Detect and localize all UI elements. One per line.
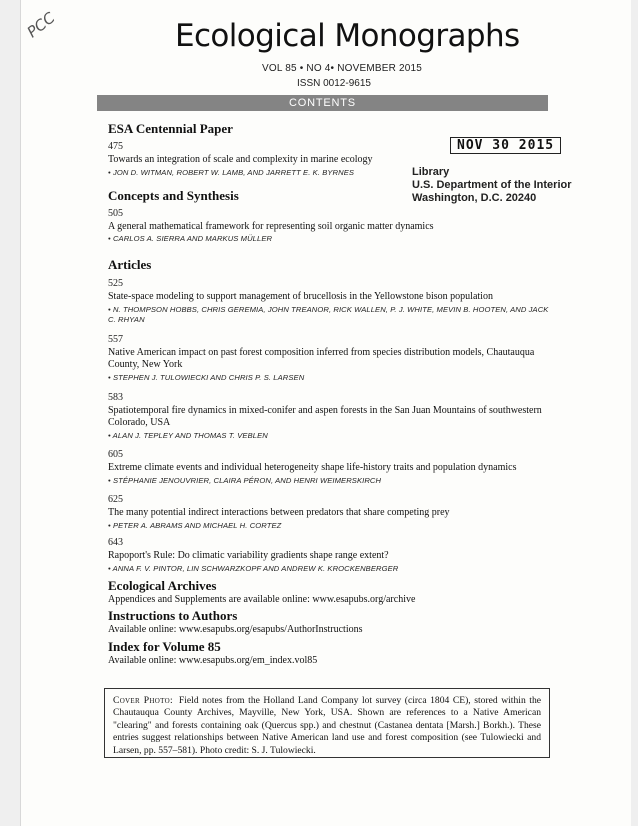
article-authors: • N. THOMPSON HOBBS, CHRIS GEREMIA, JOHN TREANOR, RICK WALLEN, P. J. WHITE, MEVIN B. HOOTEN, AND JACK C. RHYAN: [108, 305, 549, 324]
cover-photo-caption-box: [104, 688, 550, 758]
article-page-number: 505: [108, 208, 123, 219]
issn-line: ISSN 0012-9615: [297, 78, 371, 89]
section-heading-instructions: Instructions to Authors: [108, 608, 238, 623]
article-authors: • PETER A. ABRAMS AND MICHAEL H. CORTEZ: [108, 521, 282, 530]
library-stamp-line: Library: [412, 166, 450, 178]
article-page-number: 643: [108, 537, 123, 548]
article-page-number: 625: [108, 494, 123, 505]
article-title: A general mathematical framework for representing soil organic matter dynamics: [108, 221, 434, 232]
journal-title: Ecological Monographs: [175, 18, 520, 54]
article-title: State-space modeling to support management of brucellosis in the Yellowstone bison population: [108, 291, 493, 302]
article-title: Towards an integration of scale and complexity in marine ecology: [108, 154, 373, 165]
cover-photo-label: Cover Photo:: [113, 695, 173, 706]
library-stamp-line: Washington, D.C. 20240: [412, 192, 537, 204]
article-title: The many potential indirect interactions between predators that share competing prey: [108, 507, 450, 518]
article-page-number: 605: [108, 449, 123, 460]
section-heading-archives: Ecological Archives: [108, 578, 217, 593]
article-title: Rapoport's Rule: Do climatic variability gradients shape range extent?: [108, 550, 389, 561]
article-authors: • CARLOS A. SIERRA AND MARKUS MÜLLER: [108, 234, 273, 243]
section-heading-index: Index for Volume 85: [108, 639, 221, 654]
section-heading-centennial: ESA Centennial Paper: [108, 121, 233, 136]
article-authors: • JON D. WITMAN, ROBERT W. LAMB, AND JARRETT E. K. BYRNES: [108, 168, 355, 177]
article-title: Extreme climate events and individual heterogeneity shape life-history traits and population dynamics: [108, 462, 517, 473]
article-page-number: 525: [108, 278, 123, 289]
section-heading-articles: Articles: [108, 257, 152, 272]
index-link-text: Available online: www.esapubs.org/em_index.vol85: [108, 655, 318, 666]
archives-link-text: Appendices and Supplements are available online: www.esapubs.org/archive: [108, 594, 416, 605]
date-received-stamp: NOV 30 2015: [450, 137, 561, 154]
instructions-link-text: Available online: www.esapubs.org/esapubs/AuthorInstructions: [108, 624, 363, 635]
article-authors: • STEPHEN J. TULOWIECKI AND CHRIS P. S. LARSEN: [108, 373, 305, 382]
contents-banner: [97, 95, 548, 111]
article-authors: • ANNA F. V. PINTOR, LIN SCHWARZKOPF AND ANDREW K. KROCKENBERGER: [108, 564, 399, 573]
volume-issue-line: VOL 85 • NO 4• NOVEMBER 2015: [262, 63, 423, 74]
margin-handwritten-note: PCC: [23, 8, 59, 42]
contents-label: CONTENTS: [289, 97, 356, 109]
article-page-number: 557: [108, 334, 123, 345]
library-stamp-line: U.S. Department of the Interior: [412, 179, 572, 191]
article-title: Spatiotemporal fire dynamics in mixed-conifer and aspen forests in the San Juan Mountains of southwestern Colorado, USA: [108, 405, 542, 428]
section-heading-concepts: Concepts and Synthesis: [108, 188, 239, 203]
article-authors: • STÉPHANIE JENOUVRIER, CLAIRA PÉRON, AND HENRI WEIMERSKIRCH: [108, 476, 382, 485]
cover-photo-text: Field notes from the Holland Land Company lot survey (circa 1804 CE), stored within the Chautauqua County Archives, Mayville, New York, USA. Shown are references to a Native American "clearing" and forests containing oak (Quercus spp.) and chestnut (Castanea dentata [Marsh.] Borkh.). These entries suggest relationships between Native American land use and forest composition (see Tulowiecki and Larsen, pp. 557–581). Photo credit: S. J. Tulowiecki.: [113, 695, 541, 756]
article-page-number: 583: [108, 392, 123, 403]
article-title: Native American impact on past forest composition inferred from species distribution models, Chautauqua County, New York: [108, 347, 535, 370]
article-page-number: 475: [108, 141, 123, 152]
article-authors: • ALAN J. TEPLEY AND THOMAS T. VEBLEN: [108, 431, 268, 440]
